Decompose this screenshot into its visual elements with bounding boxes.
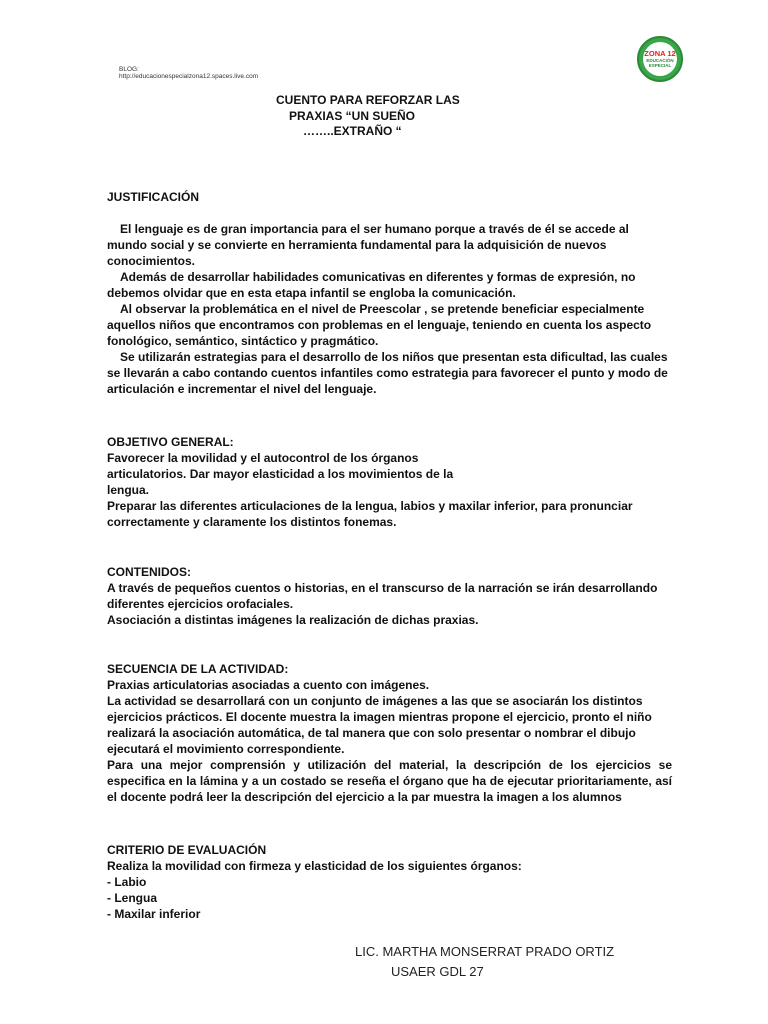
section-heading: CONTENIDOS: (107, 565, 191, 579)
paragraph: Preparar las diferentes articulaciones de la lengua, labios y maxilar inferior, para pronunciar correctamente y claramente los distintos fonemas. (107, 499, 633, 529)
section-objetivo (107, 434, 672, 530)
text-line: lengua. (107, 483, 150, 497)
zona-12-logo (637, 36, 683, 82)
text-line: articulatorios. Dar mayor elasticidad a los movimientos de la (107, 467, 454, 481)
blank-line (107, 205, 672, 221)
section-heading: CRITERIO DE EVALUACIÓN (107, 843, 267, 857)
paragraph: Asociación a distintas imágenes la realización de dichas praxias. (107, 613, 479, 627)
logo-line-1: EDUCACIÓN (646, 57, 674, 63)
paragraph: Además de desarrollar habilidades comunicativas en diferentes y formas de expresión, no debemos olvidar que en esta etapa infantil se engloba la comunicación. (107, 270, 636, 300)
section-criterio (107, 842, 672, 922)
title-line-2: PRAXIAS “UN SUEÑO (289, 108, 416, 123)
paragraph: A través de pequeños cuentos o historias, en el transcurso de la narración se irán desarrollando diferentes ejercicios orofaciales. (107, 581, 658, 611)
blog-label: BLOG: (119, 66, 139, 73)
paragraph: Para una mejor comprensión y utilización del material, la descripción de los ejercicios se especifica en la lámina y a un costado se reseña el órgano que ha de ejecutar prioritariamente, así el docente podrá leer la descripción del ejercicio a la par muestra la imagen a los alumnos (107, 758, 672, 804)
logo-line-2: ESPECIAL (648, 63, 672, 68)
paragraph: Realiza la movilidad con firmeza y elasticidad de los siguientes órganos: (107, 859, 522, 873)
section-heading: SECUENCIA DE LA ACTIVIDAD: (107, 662, 289, 676)
title-line-3: ……..EXTRAÑO “ (303, 124, 402, 138)
logo-zona-text: ZONA 12 (644, 48, 676, 58)
document-title (276, 93, 460, 140)
section-heading: JUSTIFICACIÓN (107, 190, 200, 204)
paragraph: El lenguaje es de gran importancia para el ser humano porque a través de él se accede al mundo social y se convierte en herramienta fundamental para la adquisición de nuevos conocimientos. (107, 222, 629, 268)
signature-unit: USAER GDL 27 (391, 964, 484, 979)
signature-block (355, 942, 614, 982)
text-line: Favorecer la movilidad y el autocontrol de los órganos (107, 451, 419, 465)
signature-name: LIC. MARTHA MONSERRAT PRADO ORTIZ (355, 944, 615, 959)
section-contenidos (107, 564, 672, 628)
logo-inner (643, 42, 677, 76)
section-justificacion (107, 189, 672, 397)
section-heading: OBJETIVO GENERAL: (107, 435, 234, 449)
list-item: - Labio (107, 875, 147, 889)
list-item: - Maxilar inferior (107, 907, 201, 921)
paragraph: Al observar la problemática en el nivel de Preescolar , se pretende beneficiar especialmente aquellos niños que encontramos con problemas en el lenguaje, teniendo en cuenta los aspecto fonológico, semántico, sintáctico y pragmático. (107, 302, 652, 348)
blog-url: http://educacionespecialzona12.spaces.live.com (119, 73, 259, 80)
list-item: - Lengua (107, 891, 157, 905)
paragraph: Praxias articulatorias asociadas a cuento con imágenes. (107, 678, 430, 692)
title-line-1: CUENTO PARA REFORZAR LAS (276, 93, 460, 107)
blog-reference (119, 66, 258, 80)
paragraph: Se utilizarán estrategias para el desarrollo de los niños que presentan esta dificultad, las cuales se llevarán a cabo contando cuentos infantiles como estrategia para favorecer el punto y modo de articulación e incrementar el nivel del lenguaje. (107, 350, 668, 396)
paragraph: La actividad se desarrollará con un conjunto de imágenes a las que se asociarán los distintos ejercicios prácticos. El docente muestra la imagen mientras propone el ejercicio, pronto el niño realizará la asociación automática, de tal manera que con solo presentar o nombrar el dibujo ejecutará el movimiento correspondiente. (107, 694, 652, 756)
section-secuencia (107, 661, 672, 805)
